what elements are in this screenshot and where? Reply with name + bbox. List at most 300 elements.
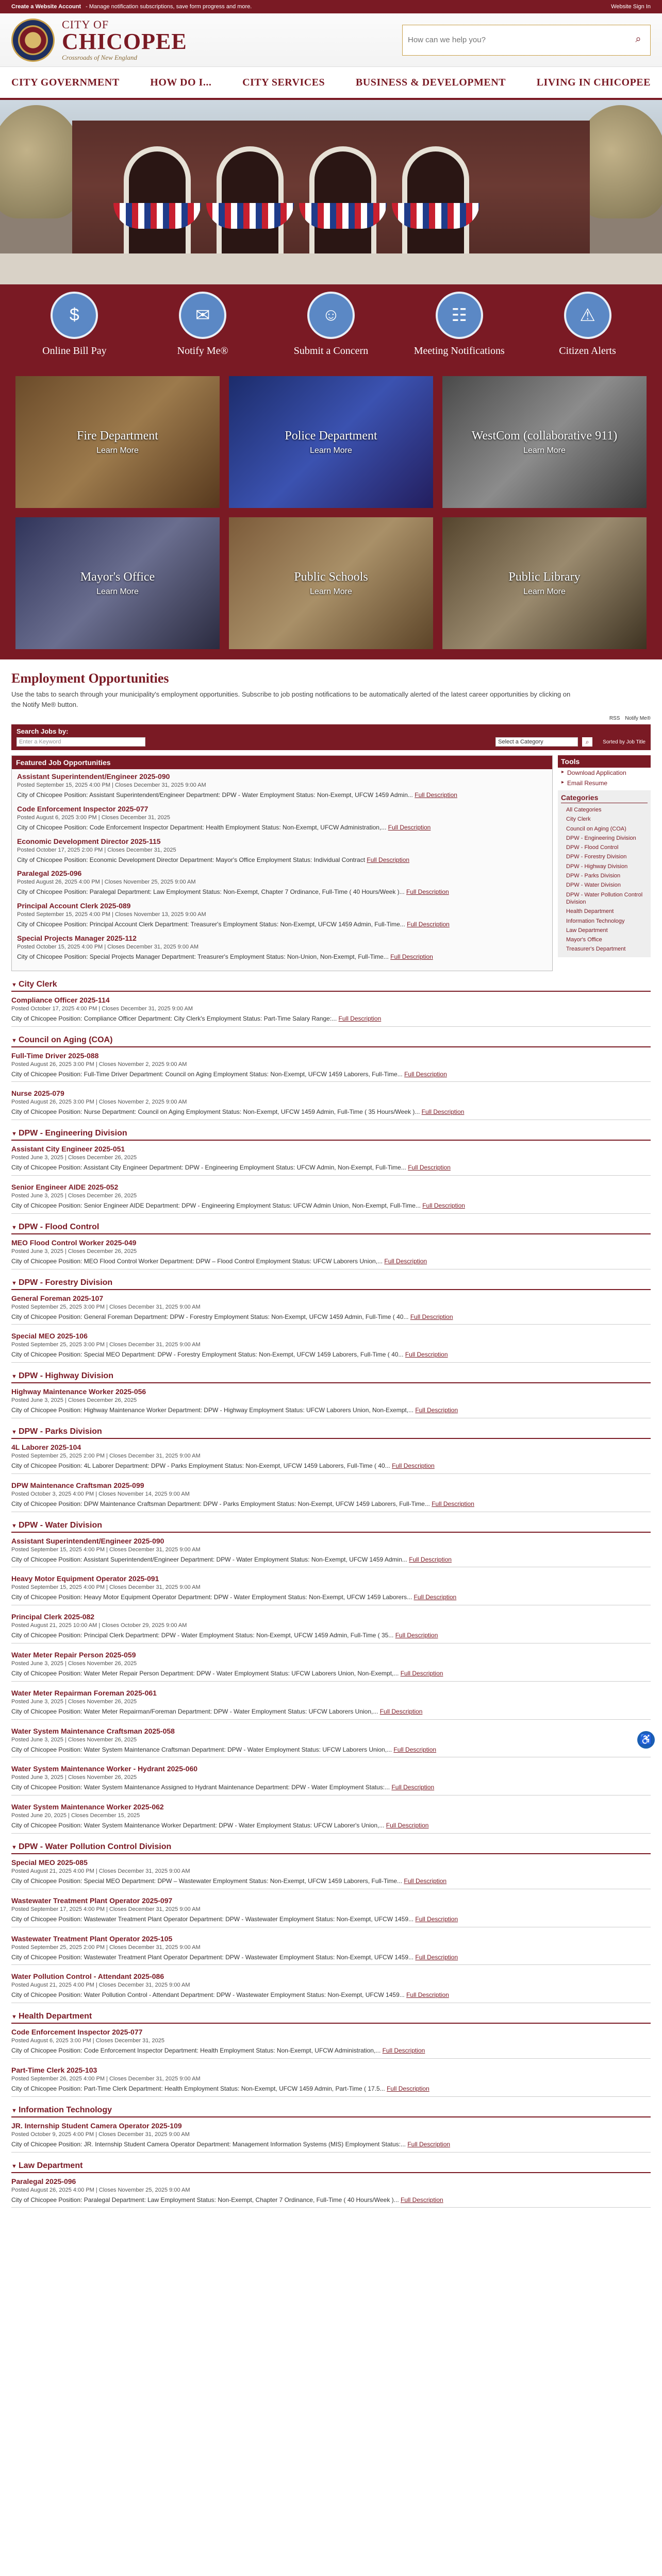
- job-category-section: [11, 1426, 651, 1512]
- job-summary: [11, 1313, 651, 1321]
- category-heading[interactable]: ▼ DPW - Engineering Division: [11, 1127, 651, 1141]
- full-description-link[interactable]: Full Description: [379, 1707, 423, 1715]
- job-dates: Posted June 3, 2025 | Closes December 26, 2025: [11, 1397, 137, 1404]
- job-listing: [11, 1803, 651, 1834]
- brand-tagline: Crossroads of New England: [62, 54, 138, 61]
- job-listing: [11, 1537, 651, 1568]
- tile-learn-more: Learn More: [310, 446, 352, 455]
- job-dates: Posted October 15, 2025 4:00 PM | Closes December 31, 2025 9:00 AM: [17, 943, 199, 950]
- category-link[interactable]: City Clerk: [566, 816, 591, 823]
- job-category-section: [11, 1370, 651, 1418]
- job-summary: [17, 823, 547, 832]
- category-link[interactable]: All Categories: [566, 807, 602, 813]
- job-summary-text: City of Chicopee Position: Assistant Superintendent/Engineer Department: DPW - Water Employment Status: Non-Exempt, UFCW 1459 Admin...: [17, 791, 413, 799]
- job-title-link[interactable]: Principal Clerk 2025-082: [11, 1613, 95, 1621]
- full-description-link[interactable]: Full Description: [415, 1953, 458, 1961]
- full-description-link[interactable]: Full Description: [395, 1632, 438, 1639]
- job-summary: [11, 2196, 651, 2205]
- job-listing: [11, 1239, 651, 1269]
- job-listing: [11, 1574, 651, 1605]
- main-content: [0, 659, 662, 2208]
- job-listing: [11, 996, 651, 1027]
- search-go-icon[interactable]: ⌕: [582, 737, 592, 747]
- sort-label[interactable]: Sorted by Job Title: [603, 739, 646, 745]
- job-listing: [11, 1765, 651, 1795]
- job-summary: [11, 1631, 651, 1640]
- job-title-link[interactable]: Wastewater Treatment Plant Operator 2025-105: [11, 1934, 173, 1943]
- full-description-link[interactable]: Full Description: [409, 1555, 452, 1563]
- job-title-link[interactable]: Assistant City Engineer 2025-051: [11, 1145, 125, 1154]
- full-description-link[interactable]: Full Description: [392, 1462, 435, 1469]
- category-heading[interactable]: ▼ Information Technology: [11, 2104, 651, 2117]
- job-listing: [11, 1332, 651, 1363]
- job-listing: [11, 2177, 651, 2208]
- full-description-link[interactable]: Full Description: [391, 1784, 435, 1791]
- tile-learn-more: Learn More: [96, 446, 139, 455]
- job-dates: Posted June 3, 2025 | Closes December 26, 2025: [11, 1192, 137, 1199]
- job-listing: [11, 1443, 651, 1474]
- category-heading[interactable]: ▼ DPW - Water Pollution Control Division: [11, 1841, 651, 1854]
- notify-me-link[interactable]: Notify Me®: [625, 716, 651, 721]
- city-seal-logo[interactable]: [11, 19, 55, 62]
- site-header: [0, 13, 662, 67]
- full-description-link[interactable]: Full Description: [410, 1313, 453, 1320]
- full-description-link[interactable]: Full Description: [404, 1877, 447, 1885]
- quick-link-online-bill-pay[interactable]: [28, 292, 121, 357]
- job-listing: [11, 1089, 651, 1120]
- full-description-link[interactable]: Full Description: [415, 1406, 458, 1414]
- job-dates: Posted September 15, 2025 4:00 PM | Closes December 31, 2025 9:00 AM: [11, 1546, 201, 1553]
- full-description-link[interactable]: Full Description: [407, 921, 450, 928]
- category-heading[interactable]: ▼ DPW - Forestry Division: [11, 1277, 651, 1290]
- full-description-link[interactable]: Full Description: [367, 856, 410, 863]
- job-category-section: [11, 1277, 651, 1363]
- job-title-link[interactable]: Special MEO 2025-085: [11, 1858, 88, 1867]
- job-listing: [11, 1294, 651, 1325]
- department-tiles: [0, 364, 662, 659]
- job-title-link[interactable]: Special Projects Manager 2025-112: [17, 934, 137, 942]
- featured-heading: Featured Job Opportunities: [12, 756, 552, 769]
- job-listing: [11, 1727, 651, 1758]
- featured-jobs: [11, 755, 553, 971]
- job-dates: Posted June 3, 2025 | Closes November 26, 2025: [11, 1698, 137, 1705]
- job-category-section: [11, 1127, 651, 1214]
- job-category-section: [11, 1841, 651, 2003]
- job-listing: [17, 772, 547, 800]
- full-description-link[interactable]: Full Description: [401, 2196, 443, 2204]
- quick-links-bar: [0, 284, 662, 364]
- job-dates: Posted June 3, 2025 | Closes November 26, 2025: [11, 1774, 137, 1781]
- job-summary-text: City of Chicopee Position: Water Pollution Control - Attendant Department: DPW - Wastewater Employment Status: Non-Exempt, UFCW 1459...: [11, 1991, 405, 1999]
- job-category-section: [11, 2010, 651, 2097]
- job-summary-text: City of Chicopee Position: Wastewater Treatment Plant Operator Department: DPW - Wastewater Employment Status: Non-Exempt, UFCW 1459...: [11, 1953, 414, 1961]
- nav-how-do-i[interactable]: HOW DO I...: [150, 76, 212, 88]
- quick-link-label: Citizen Alerts: [559, 345, 616, 357]
- job-title-link[interactable]: Special MEO 2025-106: [11, 1332, 88, 1341]
- job-summary: [17, 953, 547, 961]
- person-icon: ☺: [307, 292, 355, 339]
- tile-title: Police Department: [285, 429, 377, 443]
- envelope-icon: ✉: [179, 292, 226, 339]
- brand-name: CHICOPEE: [62, 29, 187, 54]
- job-dates: Posted October 3, 2025 4:00 PM | Closes November 14, 2025 9:00 AM: [11, 1490, 190, 1497]
- job-summary: [11, 1462, 651, 1470]
- search-icon[interactable]: ⌕: [635, 33, 641, 45]
- tile-title: Fire Department: [77, 429, 158, 443]
- job-title-link[interactable]: 4L Laborer 2025-104: [11, 1443, 81, 1451]
- category-link[interactable]: Law Department: [566, 927, 608, 934]
- job-summary-text: City of Chicopee Position: Water System Maintenance Craftsman Department: DPW - Water Employment Status: UFCW Laborers Union,...: [11, 1745, 392, 1753]
- job-title-link[interactable]: MEO Flood Control Worker 2025-049: [11, 1238, 137, 1247]
- job-title-link[interactable]: Code Enforcement Inspector 2025-077: [17, 804, 148, 813]
- job-dates: Posted August 26, 2025 4:00 PM | Closes November 25, 2025 9:00 AM: [17, 879, 196, 886]
- job-dates: Posted August 6, 2025 3:00 PM | Closes December 31, 2025: [17, 814, 170, 821]
- job-summary: [17, 856, 547, 865]
- job-listing: [11, 1387, 651, 1418]
- job-title-link[interactable]: Paralegal 2025-096: [11, 2177, 76, 2185]
- job-listing: [17, 902, 547, 929]
- category-link[interactable]: DPW - Forestry Division: [566, 854, 627, 860]
- job-summary-text: City of Chicopee Position: Heavy Motor Equipment Operator Department: DPW - Water Employment Status: Non-Exempt, UFCW 1459 Laborers...: [11, 1594, 412, 1601]
- category-heading[interactable]: ▼ DPW - Water Division: [11, 1519, 651, 1533]
- job-summary: [11, 1201, 651, 1210]
- people-icon: ☷: [436, 292, 483, 339]
- account-promo: [11, 4, 252, 10]
- full-description-link[interactable]: Full Description: [413, 1594, 457, 1601]
- job-title-link[interactable]: Water Meter Repairman Foreman 2025-061: [11, 1688, 157, 1697]
- category-heading[interactable]: ▼ Law Department: [11, 2160, 651, 2173]
- nav-living-in-chicopee[interactable]: LIVING IN CHICOPEE: [536, 76, 651, 88]
- job-title-link[interactable]: Water Pollution Control - Attendant 2025-086: [11, 1972, 164, 1981]
- job-dates: Posted August 26, 2025 3:00 PM | Closes November 2, 2025 9:00 AM: [11, 1061, 187, 1067]
- full-description-link[interactable]: Full Description: [421, 1108, 465, 1116]
- job-category-section: [11, 978, 651, 1027]
- tile-mayors-office[interactable]: [15, 517, 220, 649]
- full-description-link[interactable]: Full Description: [408, 1164, 451, 1172]
- feed-tools: [11, 716, 651, 721]
- job-title-link[interactable]: Water System Maintenance Worker 2025-062: [11, 1803, 164, 1811]
- job-listing: [17, 869, 547, 896]
- job-summary-text: City of Chicopee Position: Nurse Department: Council on Aging Employment Status: Non-Exempt, UFCW 1459 Admin, Full-Time ( 35 Hours/Week )...: [11, 1108, 420, 1116]
- job-summary-text: City of Chicopee Position: Full-Time Driver Department: Council on Aging Employment Status: Non-Exempt, UFCW 1459 Laborers, Full-Time...: [11, 1070, 403, 1078]
- full-description-link[interactable]: Full Description: [415, 791, 457, 799]
- job-title-link[interactable]: Paralegal 2025-096: [17, 869, 82, 878]
- tile-learn-more: Learn More: [96, 587, 139, 596]
- category-link[interactable]: Mayor's Office: [566, 937, 602, 943]
- job-summary: [11, 1070, 651, 1079]
- tile-title: Public Library: [508, 570, 581, 584]
- full-description-link[interactable]: Full Description: [386, 1822, 429, 1829]
- job-summary: [11, 1783, 651, 1792]
- job-summary: [11, 2140, 651, 2149]
- dollar-icon: $: [51, 292, 98, 339]
- job-summary-text: City of Chicopee Position: Special Projects Manager Department: Treasurer's Employment Status: Non-Union, Non-Exempt, Full-Time...: [17, 953, 389, 960]
- job-dates: Posted September 15, 2025 4:00 PM | Closes December 31, 2025 9:00 AM: [17, 782, 206, 788]
- job-dates: Posted September 15, 2025 4:00 PM | Closes December 31, 2025 9:00 AM: [11, 1584, 201, 1591]
- job-listing: [11, 1052, 651, 1082]
- job-summary: [17, 920, 547, 929]
- page-intro: Use the tabs to search through your municipality's employment opportunities. Subscribe to job posting notifications to be automatically alerted of the latest career opportunities by clicking on the Notify Me® button.: [11, 690, 571, 708]
- job-listing: [17, 837, 547, 865]
- job-title-link[interactable]: Principal Account Clerk 2025-089: [17, 902, 131, 910]
- job-listing: [11, 2066, 651, 2097]
- tile-learn-more: Learn More: [310, 587, 352, 596]
- job-title-link[interactable]: DPW Maintenance Craftsman 2025-099: [11, 1481, 144, 1489]
- job-summary: [11, 1257, 651, 1266]
- full-description-link[interactable]: Full Description: [388, 823, 431, 831]
- job-title-link[interactable]: Part-Time Clerk 2025-103: [11, 2065, 97, 2074]
- flag-bunting: [113, 203, 201, 229]
- job-title-link[interactable]: Water Meter Repair Person 2025-059: [11, 1650, 136, 1659]
- full-description-link[interactable]: Full Description: [432, 1500, 474, 1507]
- job-title-link[interactable]: Assistant Superintendent/Engineer 2025-090: [17, 772, 170, 781]
- job-category-section: [11, 1519, 651, 1834]
- job-title-link[interactable]: General Foreman 2025-107: [11, 1294, 104, 1302]
- job-summary-text: City of Chicopee Position: Part-Time Clerk Department: Health Employment Status: Non-Exempt, UFCW 1459 Admin, Part-Time ( 17.5...: [11, 2084, 385, 2092]
- job-summary: [11, 1669, 651, 1678]
- job-summary-text: City of Chicopee Position: 4L Laborer Department: DPW - Parks Employment Status: Non-Exempt, UFCW 1459 Laborers, Full-Time ( 40...: [11, 1462, 390, 1469]
- quick-link-label: Submit a Concern: [293, 345, 369, 357]
- job-summary-text: City of Chicopee Position: General Foreman Department: DPW - Forestry Employment Status: Non-Exempt, UFCW 1459 Admin, Full-Time ( 40...: [11, 1313, 409, 1320]
- quick-link-citizen-alerts[interactable]: [541, 292, 634, 357]
- flag-bunting: [206, 203, 294, 229]
- job-summary-text: City of Chicopee Position: Principal Account Clerk Department: Treasurer's Employment Status: Non-Exempt, UFCW 1459 Admin, Full-Time...: [17, 921, 405, 928]
- job-summary: [11, 1821, 651, 1830]
- create-account-link[interactable]: Create a Website Account: [11, 4, 81, 10]
- full-description-link[interactable]: Full Description: [407, 2140, 451, 2148]
- category-link[interactable]: DPW - Parks Division: [566, 873, 621, 879]
- alert-icon: ⚠: [564, 292, 611, 339]
- job-summary-text: City of Chicopee Position: Water System Maintenance Worker Department: DPW - Water Employment Status: UFCW Laborer's Union,...: [11, 1822, 385, 1829]
- category-heading[interactable]: ▼ City Clerk: [11, 978, 651, 992]
- job-summary: [11, 1163, 651, 1172]
- categories-box: [558, 790, 651, 957]
- quick-link-meeting-notifications[interactable]: [413, 292, 506, 357]
- job-title-link[interactable]: Senior Engineer AIDE 2025-052: [11, 1182, 119, 1191]
- job-dates: Posted June 3, 2025 | Closes November 26, 2025: [11, 1660, 137, 1667]
- job-dates: Posted October 17, 2025 4:00 PM | Closes December 31, 2025 9:00 AM: [11, 1005, 193, 1012]
- job-listing: [11, 2122, 651, 2153]
- job-summary: [11, 1108, 651, 1116]
- job-title-link[interactable]: Wastewater Treatment Plant Operator 2025-097: [11, 1896, 173, 1905]
- full-description-link[interactable]: Full Description: [382, 2047, 425, 2055]
- category-heading[interactable]: ▼ Health Department: [11, 2010, 651, 2024]
- job-listing: [11, 1651, 651, 1682]
- job-category-section: [11, 2160, 651, 2208]
- job-summary-text: City of Chicopee Position: Economic Development Director Department: Mayor's Office Employment Status: Individual Contract: [17, 856, 366, 863]
- job-listing: [11, 1972, 651, 2003]
- job-summary: [17, 888, 547, 896]
- job-categories-list: [11, 978, 651, 2208]
- job-title-link[interactable]: Highway Maintenance Worker 2025-056: [11, 1387, 146, 1396]
- full-description-link[interactable]: Full Description: [405, 1351, 448, 1359]
- job-dates: Posted August 26, 2025 3:00 PM | Closes November 2, 2025 9:00 AM: [11, 1099, 187, 1106]
- tile-public-schools[interactable]: [229, 517, 433, 649]
- category-link[interactable]: DPW - Water Pollution Control Division: [566, 891, 643, 905]
- rss-link[interactable]: RSS: [609, 716, 620, 721]
- full-description-link[interactable]: Full Description: [338, 1014, 382, 1022]
- job-summary-text: City of Chicopee Position: DPW Maintenance Craftsman Department: DPW - Parks Employment Status: Non-Exempt, UFCW 1459 Laborers, Full-Time...: [11, 1500, 430, 1507]
- job-title-link[interactable]: JR. Internship Student Camera Operator 2025-109: [11, 2121, 182, 2130]
- job-summary: [11, 1406, 651, 1415]
- job-summary: [11, 2046, 651, 2055]
- job-category-section: [11, 2104, 651, 2153]
- nav-city-services[interactable]: CITY SERVICES: [242, 76, 325, 88]
- nav-business-development[interactable]: BUSINESS & DEVELOPMENT: [355, 76, 506, 88]
- category-heading[interactable]: ▼ DPW - Flood Control: [11, 1221, 651, 1234]
- full-description-link[interactable]: Full Description: [387, 2084, 429, 2092]
- job-title-link[interactable]: Assistant Superintendent/Engineer 2025-090: [11, 1536, 164, 1545]
- job-dates: Posted September 17, 2025 4:00 PM | Closes December 31, 2025 9:00 AM: [11, 1906, 201, 1912]
- category-link[interactable]: Health Department: [566, 908, 614, 915]
- tile-title: Mayor's Office: [80, 570, 155, 584]
- tile-fire-department[interactable]: [15, 376, 220, 508]
- job-title-link[interactable]: Water System Maintenance Worker - Hydrant 2025-060: [11, 1765, 198, 1773]
- job-summary-text: City of Chicopee Position: Special MEO Department: DPW – Wastewater Employment Status: Non-Exempt, UFCW 1459 Laborers, Full-Time...: [11, 1877, 403, 1885]
- job-summary-text: City of Chicopee Position: Water Meter Repairman/Foreman Department: DPW - Water Employment Status: UFCW Laborers Union,...: [11, 1707, 378, 1715]
- job-listing: [11, 2028, 651, 2059]
- job-title-link[interactable]: Water System Maintenance Craftsman 2025-058: [11, 1726, 175, 1735]
- job-summary: [11, 2084, 651, 2093]
- job-summary-text: City of Chicopee Position: Assistant City Engineer Department: DPW - Engineering Employment Status: UFCW Admin, Non-Exempt, Full-Time...: [11, 1164, 406, 1172]
- tile-learn-more: Learn More: [523, 446, 566, 455]
- full-description-link[interactable]: Full Description: [406, 888, 449, 896]
- flag-bunting: [392, 203, 479, 229]
- job-title-link[interactable]: Economic Development Director 2025-115: [17, 837, 161, 845]
- category-select[interactable]: Select a Category: [495, 737, 578, 747]
- full-description-link[interactable]: Full Description: [422, 1201, 465, 1209]
- category-heading[interactable]: ▼ DPW - Parks Division: [11, 1426, 651, 1439]
- full-description-link[interactable]: Full Description: [404, 1070, 447, 1078]
- job-listing: [11, 1935, 651, 1965]
- job-title-link[interactable]: Heavy Motor Equipment Operator 2025-091: [11, 1574, 159, 1583]
- tile-westcom[interactable]: [442, 376, 647, 508]
- brand-city-of: CITY OF: [62, 18, 109, 31]
- job-summary: [11, 1593, 651, 1602]
- job-listing: [11, 1689, 651, 1720]
- category-link[interactable]: DPW - Highway Division: [566, 863, 628, 870]
- job-dates: Posted October 9, 2025 4:00 PM | Closes December 31, 2025 9:00 AM: [11, 2131, 190, 2138]
- quick-link-label: Notify Me®: [177, 345, 228, 357]
- category-link[interactable]: Council on Aging (COA): [566, 825, 626, 832]
- keyword-input[interactable]: Enter a Keyword: [16, 737, 145, 747]
- site-search: [402, 25, 651, 56]
- flag-bunting: [299, 203, 387, 229]
- job-summary: [11, 1953, 651, 1962]
- job-title-link[interactable]: Full-Time Driver 2025-088: [11, 1051, 99, 1060]
- page-title: Employment Opportunities: [11, 671, 169, 686]
- job-summary: [11, 1014, 651, 1023]
- job-summary: [17, 791, 547, 800]
- job-summary: [11, 1745, 651, 1754]
- category-link[interactable]: DPW - Engineering Division: [566, 835, 636, 841]
- job-dates: Posted June 3, 2025 | Closes November 26, 2025: [11, 1736, 137, 1743]
- account-promo-text: - Manage notification subscriptions, save form progress and more.: [86, 4, 252, 10]
- categories-heading: Categories: [561, 793, 648, 803]
- tile-learn-more: Learn More: [523, 587, 566, 596]
- job-dates: Posted September 26, 2025 4:00 PM | Closes December 31, 2025 9:00 AM: [11, 2075, 201, 2082]
- full-description-link[interactable]: Full Description: [406, 1991, 449, 1999]
- job-summary-text: City of Chicopee Position: Wastewater Treatment Plant Operator Department: DPW - Wastewater Employment Status: Non-Exempt, UFCW 1459...: [11, 1915, 414, 1923]
- job-listing: [11, 1183, 651, 1214]
- email-resume-link[interactable]: ▸ Email Resume: [558, 778, 651, 788]
- job-summary-text: City of Chicopee Position: Paralegal Department: Law Employment Status: Non-Exempt, Chapter 7 Ordinance, Full-Time ( 40 Hours/Week )...: [11, 2196, 399, 2204]
- job-category-section: [11, 1034, 651, 1121]
- job-listing: [11, 1896, 651, 1927]
- category-heading[interactable]: ▼ Council on Aging (COA): [11, 1034, 651, 1047]
- city-brand[interactable]: [62, 19, 187, 61]
- job-title-link[interactable]: Compliance Officer 2025-114: [11, 995, 110, 1004]
- job-summary-text: City of Chicopee Position: Senior Engineer AIDE Department: DPW - Engineering Employment Status: UFCW Admin Union, Non-Exempt, Full-Time...: [11, 1201, 421, 1209]
- quick-link-label: Online Bill Pay: [42, 345, 107, 357]
- main-navigation: [0, 67, 662, 100]
- job-title-link[interactable]: Code Enforcement Inspector 2025-077: [11, 2028, 143, 2037]
- job-dates: Posted September 25, 2025 2:00 PM | Closes December 31, 2025 9:00 AM: [11, 1944, 201, 1951]
- job-dates: Posted August 21, 2025 4:00 PM | Closes December 31, 2025 9:00 AM: [11, 1982, 190, 1989]
- job-title-link[interactable]: Nurse 2025-079: [11, 1089, 64, 1098]
- nav-city-government[interactable]: CITY GOVERNMENT: [11, 76, 120, 88]
- job-summary-text: City of Chicopee Position: Compliance Officer Department: City Clerk's Employment Status: Part-Time Salary Range:...: [11, 1014, 337, 1022]
- job-summary-text: City of Chicopee Position: Water System Maintenance Assigned to Hydrant Maintenance Department: DPW - Water Employment Status:...: [11, 1784, 390, 1791]
- category-heading[interactable]: ▼ DPW - Highway Division: [11, 1370, 651, 1383]
- full-description-link[interactable]: Full Description: [415, 1915, 458, 1923]
- download-application-link[interactable]: ▸ Download Application: [558, 768, 651, 778]
- job-dates: Posted August 6, 2025 3:00 PM | Closes December 31, 2025: [11, 2038, 164, 2044]
- full-description-link[interactable]: Full Description: [400, 1669, 443, 1677]
- job-listing: [11, 1613, 651, 1643]
- job-search-bar: [11, 724, 651, 750]
- job-dates: Posted September 15, 2025 4:00 PM | Closes November 13, 2025 9:00 AM: [17, 911, 206, 918]
- tools-heading: Tools: [558, 755, 651, 768]
- job-dates: Posted August 26, 2025 4:00 PM | Closes November 25, 2025 9:00 AM: [11, 2187, 190, 2193]
- job-summary: [11, 1991, 651, 1999]
- hero-city-hall-image: [0, 100, 662, 284]
- tile-police-department[interactable]: [229, 376, 433, 508]
- job-summary: [11, 1555, 651, 1564]
- category-link[interactable]: Information Technology: [566, 918, 625, 924]
- tile-public-library[interactable]: [442, 517, 647, 649]
- job-summary-text: City of Chicopee Position: JR. Internship Student Camera Operator Department: Management Information Systems (MIS) Employment Status:...: [11, 2140, 406, 2148]
- category-link[interactable]: DPW - Flood Control: [566, 844, 619, 851]
- job-listing: [11, 1481, 651, 1512]
- full-description-link[interactable]: Full Description: [393, 1745, 437, 1753]
- top-utility-bar: [0, 0, 662, 13]
- job-summary-text: City of Chicopee Position: Paralegal Department: Law Employment Status: Non-Exempt, Chapter 7 Ordinance, Full-Time ( 40 Hours/Week )...: [17, 888, 405, 896]
- job-search-label: Search Jobs by:: [16, 727, 69, 735]
- site-search-input[interactable]: [408, 36, 632, 44]
- category-link[interactable]: Treasurer's Department: [566, 946, 626, 953]
- website-sign-in-link[interactable]: Website Sign In: [611, 4, 651, 10]
- job-summary-text: City of Chicopee Position: Assistant Superintendent/Engineer Department: DPW - Water Employment Status: Non-Exempt, UFCW 1459 Admin...: [11, 1555, 407, 1563]
- job-summary: [11, 1915, 651, 1924]
- job-summary-text: City of Chicopee Position: Special MEO Department: DPW - Forestry Employment Status: Non-Exempt, UFCW 1459 Laborers, Full-Time ( 40...: [11, 1351, 404, 1359]
- job-dates: Posted September 25, 2025 3:00 PM | Closes December 31, 2025 9:00 AM: [11, 1303, 201, 1310]
- quick-link-submit-concern[interactable]: [285, 292, 377, 357]
- category-link[interactable]: DPW - Water Division: [566, 882, 621, 889]
- job-summary-text: City of Chicopee Position: Principal Clerk Department: DPW - Water Employment Status: Non-Exempt, UFCW 1459 Admin, Full-Time ( 35...: [11, 1632, 394, 1639]
- tile-title: WestCom (collaborative 911): [471, 429, 618, 443]
- full-description-link[interactable]: Full Description: [384, 1257, 427, 1265]
- job-summary: [11, 1350, 651, 1359]
- accessibility-icon[interactable]: ♿: [637, 1731, 655, 1749]
- job-listing: [11, 1858, 651, 1889]
- job-summary: [11, 1500, 651, 1509]
- job-dates: Posted June 20, 2025 | Closes December 15, 2025: [11, 1812, 140, 1819]
- job-summary: [11, 1707, 651, 1716]
- quick-link-notify-me[interactable]: [156, 292, 249, 357]
- tile-title: Public Schools: [294, 570, 368, 584]
- full-description-link[interactable]: Full Description: [390, 953, 433, 960]
